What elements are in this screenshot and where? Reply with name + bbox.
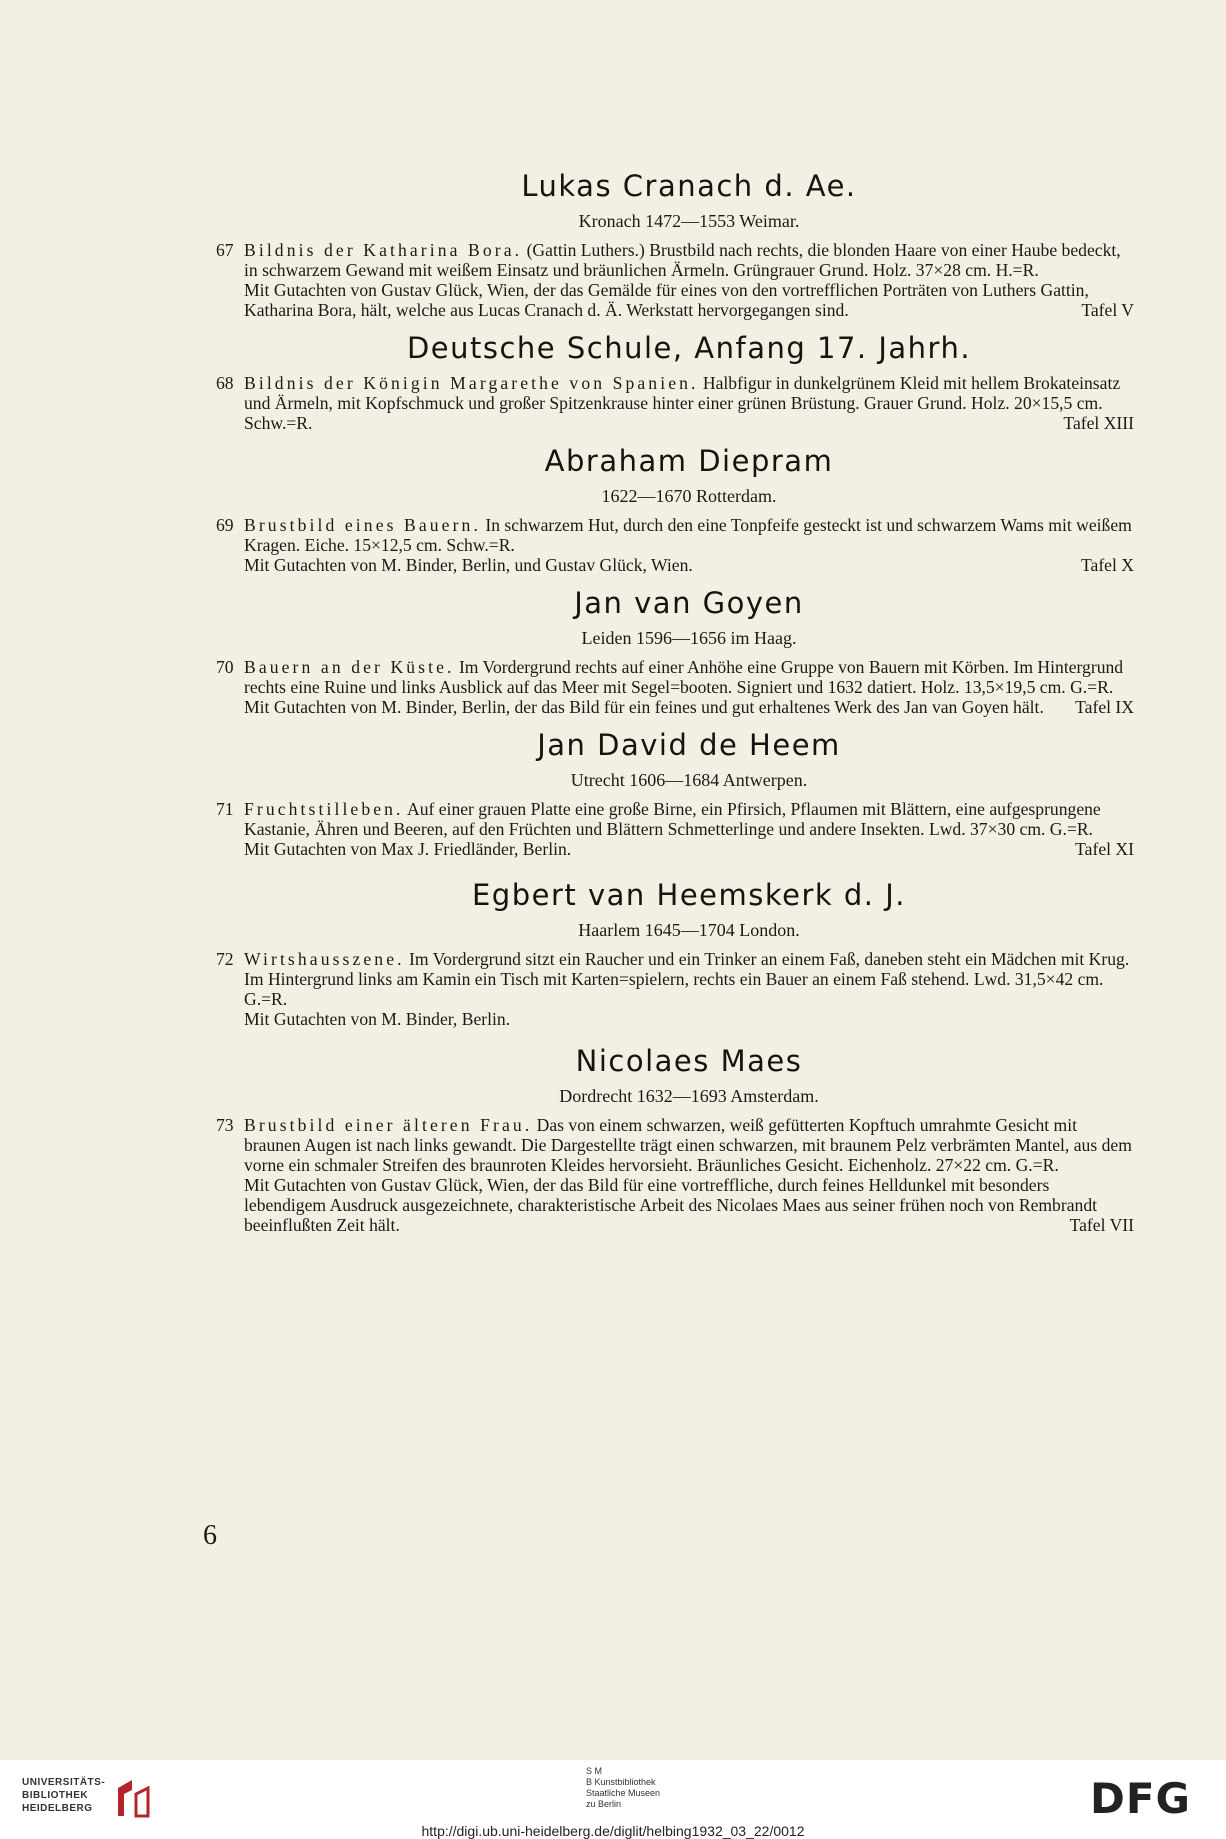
entry-description [244, 1115, 1134, 1175]
entry-description [244, 240, 1134, 280]
logo-line: BIBLIOTHEK [22, 1790, 89, 1801]
catalogue-entry [216, 1115, 1134, 1235]
logo-line: HEIDELBERG [22, 1803, 93, 1814]
artist-heading [244, 168, 1134, 233]
entry-description [244, 373, 1134, 433]
artist-dates: Leiden 1596—1656 im Haag. [581, 628, 797, 648]
entry-title: Bildnis der Königin Margarethe von Spanien. [244, 373, 699, 393]
entry-description [244, 949, 1134, 1009]
plate-reference: Tafel XIII [1063, 413, 1134, 433]
entry-title: Brustbild einer älteren Frau. [244, 1115, 533, 1135]
entry-number: 69 [216, 515, 234, 535]
smb-line: zu Berlin [586, 1799, 622, 1809]
entry-title: Fruchtstilleben. [244, 799, 404, 819]
expertise-text: Mit Gutachten von Gustav Glück, Wien, der das Bild für eine vortreffliche, durch feines Helldunkel mit besonders lebendigem Ausdruck ausgezeichnete, charakteristische Arbeit des Nicolaes Maes aus seiner frühen noch von Rembrandt beeinflußten Zeit hält. [244, 1175, 1098, 1235]
artist-dates: 1622—1670 Rotterdam. [601, 486, 777, 506]
artist-dates: Haarlem 1645—1704 London. [578, 920, 800, 940]
page-number: 6 [203, 1520, 217, 1551]
entry-number: 70 [216, 657, 234, 677]
artist-heading [244, 443, 1134, 508]
artist-name: Lukas Cranach d. Ae. [521, 169, 857, 203]
artist-name: Deutsche Schule, Anfang 17. Jahrh. [406, 331, 972, 365]
catalogue-entry [216, 657, 1134, 717]
entry-text: Halbfigur in dunkelgrünem Kleid mit hellem Brokateinsatz und Ärmeln, mit Kopfschmuck und großer Spitzenkrause hinter einer grünen Brüstung. Grauer Grund. Holz. 20×15,5 cm. Schw.=R. [244, 373, 1121, 433]
entry-description [244, 515, 1134, 555]
artist-dates: Dordrecht 1632—1693 Amsterdam. [559, 1086, 819, 1106]
entry-title: Wirtshausszene. [244, 949, 405, 969]
catalogue-entry [216, 373, 1134, 433]
artist-name: Abraham Diepram [544, 444, 834, 478]
artist-heading [244, 877, 1134, 942]
entry-text: In schwarzem Hut, durch den eine Tonpfeife gesteckt ist und schwarzem Wams mit weißem Kragen. Eiche. 15×12,5 cm. Schw.=R. [244, 515, 1132, 555]
entry-text: Das von einem schwarzen, weiß gefütterten Kopftuch umrahmte Gesicht mit braunen Augen ist nach links gewandt. Die Dargestellte trägt einen schwarzen, mit braunem Pelz verbrämten Mantel, aus dem vorne ein schmaler Streifen des braunroten Kleides hervorsieht. Bräunliches Gesicht. Eichenholz. 27×22 cm. G.=R. [244, 1115, 1132, 1175]
artist-dates: Utrecht 1606—1684 Antwerpen. [570, 770, 808, 790]
artist-dates: Kronach 1472—1553 Weimar. [578, 211, 800, 231]
entry-text: Im Vordergrund rechts auf einer Anhöhe eine Gruppe von Bauern mit Körben. Im Hintergrund rechts eine Ruine und links Ausblick auf das Meer mit Segel=booten. Signiert und 1632 datiert. Holz. 13,5×19,5 cm. G.=R. [244, 657, 1124, 697]
expertise-text: Mit Gutachten von M. Binder, Berlin, der das Bild für ein feines und gut erhaltenes Werk des Jan van Goyen hält. [244, 697, 1044, 717]
artist-heading [244, 1043, 1134, 1108]
library-emblem-icon [114, 1776, 154, 1820]
entry-number: 68 [216, 373, 234, 393]
artist-name: Jan David de Heem [537, 728, 841, 762]
entry-expertise [244, 1009, 1134, 1029]
entry-number: 71 [216, 799, 234, 819]
entry-expertise [244, 1175, 1134, 1235]
plate-reference: Tafel X [1081, 555, 1134, 575]
plate-reference: Tafel IX [1075, 697, 1134, 717]
catalogue-entry [216, 240, 1134, 320]
logo-line: UNIVERSITÄTS- [22, 1777, 106, 1788]
artist-heading [244, 585, 1134, 650]
library-logo-text [22, 1776, 105, 1815]
entry-text: Auf einer grauen Platte eine große Birne, ein Pfirsich, Pflaumen mit Blättern, eine aufgesprungene Kastanie, Ähren und Beeren, auf den Früchten und Blättern Schmetterlinge und andere Insekten. Lwd. 37×30 cm. G.=R. [244, 799, 1101, 839]
entry-title: Bildnis der Katharina Bora. [244, 240, 523, 260]
viewer-footer [0, 1760, 1226, 1839]
entry-expertise [244, 555, 1134, 575]
plate-reference: Tafel XI [1075, 839, 1134, 859]
entry-number: 73 [216, 1115, 234, 1135]
dfg-logo[interactable]: DFG [1090, 1774, 1192, 1823]
catalogue-entry [216, 949, 1134, 1029]
catalogue-entry [216, 799, 1134, 859]
university-library-logo[interactable] [22, 1776, 162, 1824]
expertise-text: Mit Gutachten von M. Binder, Berlin. [244, 1009, 511, 1029]
smb-line: B Kunstbibliothek [586, 1777, 656, 1787]
entry-title: Bauern an der Küste. [244, 657, 455, 677]
entry-number: 72 [216, 949, 234, 969]
entry-description [244, 657, 1134, 697]
entry-text: (Gattin Luthers.) Brustbild nach rechts, die blonden Haare von einer Haube bedeckt, in schwarzem Gewand mit weißem Einsatz und bräunlichen Ärmeln. Grüngrauer Grund. Holz. 37×28 cm. H.=R. [244, 240, 1121, 280]
entry-title: Brustbild eines Bauern. [244, 515, 481, 535]
smb-line: Staatliche Museen [586, 1788, 661, 1798]
expertise-text: Mit Gutachten von Max J. Friedländer, Berlin. [244, 839, 572, 859]
plate-reference: Tafel VII [1069, 1215, 1134, 1235]
artist-heading [244, 727, 1134, 792]
smb-line: S M [586, 1766, 603, 1776]
artist-name: Jan van Goyen [574, 586, 804, 620]
catalogue-entry [216, 515, 1134, 575]
entry-description [244, 799, 1134, 839]
entry-expertise [244, 280, 1134, 320]
expertise-text: Mit Gutachten von M. Binder, Berlin, und Gustav Glück, Wien. [244, 555, 693, 575]
entry-expertise [244, 697, 1134, 717]
smb-logo[interactable] [586, 1766, 660, 1810]
catalogue-content [216, 168, 1134, 1235]
entry-number: 67 [216, 240, 234, 260]
plate-reference: Tafel V [1081, 300, 1134, 320]
artist-heading [244, 330, 1134, 366]
artist-name: Egbert van Heemskerk d. J. [471, 878, 907, 912]
expertise-text: Mit Gutachten von Gustav Glück, Wien, der das Gemälde für eines von den vortrefflichen Porträten von Luthers Gattin, Katharina Bora, hält, welche aus Lucas Cranach d. Ä. Werkstatt hervorgegangen sind. [244, 280, 1089, 320]
permalink-url[interactable]: http://digi.ub.uni-heidelberg.de/diglit/helbing1932_03_22/0012 [421, 1823, 805, 1839]
entry-text: Im Vordergrund sitzt ein Raucher und ein Trinker an einem Faß, daneben steht ein Mädchen mit Krug. Im Hintergrund links am Kamin ein Tisch mit Karten=spielern, rechts ein Bauer an einem Faß stehend. Lwd. 31,5×42 cm. G.=R. [244, 949, 1130, 1009]
artist-name: Nicolaes Maes [575, 1044, 803, 1078]
entry-expertise [244, 839, 1134, 859]
